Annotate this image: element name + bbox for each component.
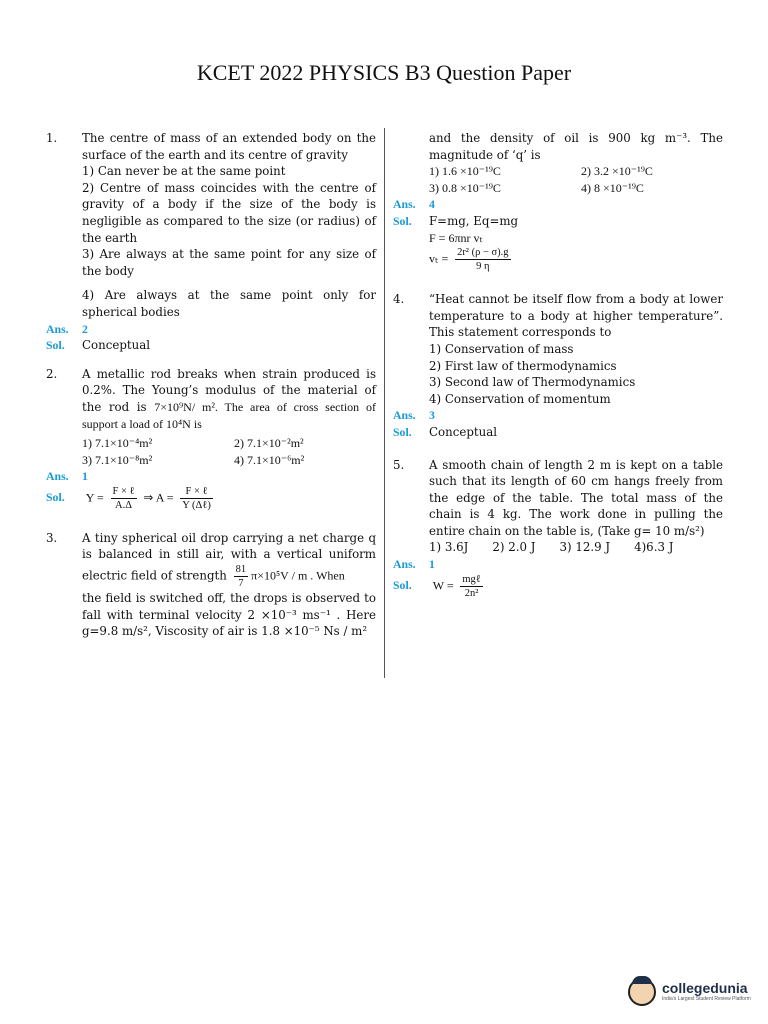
answer-label: Ans.	[393, 197, 416, 212]
option-3: 3) 7.1×10⁻⁸m²	[82, 452, 153, 467]
answer-row	[393, 196, 723, 213]
solution-text: Conceptual	[429, 424, 498, 439]
option-2: 2) 2.0 J	[492, 540, 536, 555]
answer-label: Ans.	[46, 321, 69, 336]
option-1: 1) 1.6 ×10⁻¹⁹C	[429, 164, 501, 179]
answer-row	[393, 407, 723, 424]
solution-arrow: ⇒ A =	[143, 490, 174, 505]
vt-equals: vₜ =	[429, 251, 449, 266]
question-text: The centre of mass of an extended body on the surface of the earth and its centre of gravity	[82, 131, 376, 162]
option-4: 4) 8 ×10⁻¹⁹C	[581, 180, 644, 195]
field-fraction: $\frac{81}{7}$	[235, 564, 247, 590]
question-text-a: A metallic rod breaks when strain produced is 0.2%. The Young’s modulus of the material of the rod is	[82, 366, 376, 414]
logo-tagline: India's Largest Student Review Platform	[662, 996, 751, 1002]
question-3-continued	[393, 130, 723, 196]
option-4: 4) Conservation of momentum	[429, 391, 611, 406]
answer-value: 1	[429, 557, 435, 572]
question-number: 1.	[46, 131, 58, 145]
answer-row	[46, 468, 376, 485]
answer-value: 1	[82, 469, 88, 484]
work-fraction: $\frac{\text{mgℓ}}{\text{2n²}}$	[462, 573, 481, 599]
solution-line-1: F=mg, Eq=mg	[429, 213, 519, 228]
page-title: KCET 2022 PHYSICS B3 Question Paper	[196, 60, 572, 85]
mascot-icon	[628, 978, 656, 1006]
question-text-b: 7×10⁹N/ m². The area of cross section of support a load of	[82, 399, 376, 431]
question-5	[393, 457, 723, 557]
solution-row	[393, 573, 723, 600]
option-4: 4) 7.1×10⁻⁶m²	[234, 452, 305, 467]
left-column	[46, 130, 376, 640]
question-number: 3.	[46, 530, 58, 545]
question-text-a: A tiny spherical oil drop carrying a net charge q is balanced in still air, with a vertical uniform electric field of strength	[82, 530, 376, 583]
option-2: 2) First law of thermodynamics	[429, 358, 617, 373]
field-tail: π×10⁵V / m . When	[251, 568, 345, 583]
question-2	[46, 366, 376, 469]
option-2: 2) 7.1×10⁻²m²	[234, 436, 304, 451]
solution-y-equals: Y =	[85, 490, 104, 505]
question-4	[393, 291, 723, 407]
w-equals: W =	[432, 578, 454, 593]
collegedunia-logo	[628, 978, 751, 1006]
option-2: 2) 3.2 ×10⁻¹⁹C	[581, 164, 653, 179]
question-3	[46, 530, 376, 640]
vt-fraction: $\frac{\text{2r² (ρ − σ).g}}{9 \eta}$	[457, 247, 509, 273]
solution-fraction-1: $\frac{\text{F × ℓ}}{A.\Delta}$	[112, 485, 135, 511]
solution-label: Sol.	[393, 578, 412, 593]
option-4: 4) Are always at the same point only for spherical bodies	[82, 288, 376, 319]
answer-row	[46, 321, 376, 338]
option-3: 3) Second law of Thermodynamics	[429, 375, 636, 390]
solution-label: Sol.	[393, 424, 412, 439]
option-4: 4)6.3 J	[634, 540, 674, 555]
solution-label: Sol.	[393, 213, 412, 228]
question-text: “Heat cannot be itself flow from a body at lower temperature to a body at higher temperature”. This statement corresponds to	[429, 292, 723, 340]
question-text-b: the field is switched off, the drops is observed to fall with terminal velocity 2 ×10⁻³ ms⁻¹ . Here g=9.8 m/s², Viscosity of air is 1.8 ×10⁻⁵ Ns / m²	[82, 591, 376, 639]
right-column	[393, 130, 723, 600]
option-1: 1) Can never be at the same point	[82, 164, 286, 179]
question-number: 5.	[393, 457, 405, 472]
answer-label: Ans.	[393, 557, 416, 572]
answer-value: 3	[429, 408, 435, 423]
question-text: A smooth chain of length 2 m is kept on a table such that its length of 60 cm hangs freely from the edge of the table. The total mass of the chain is 4 kg. The work done in pulling the entire chain on the table is, (Take g= 10 m/s²)	[429, 457, 723, 538]
column-divider	[384, 128, 385, 678]
solution-fraction-2: $\frac{\text{F × ℓ}}{\text{Y (Δℓ)}}$	[182, 485, 211, 511]
logo-name: collegedunia	[662, 980, 748, 996]
solution-row	[393, 424, 723, 441]
solution-label: Sol.	[46, 338, 65, 353]
answer-value: 2	[82, 321, 88, 336]
option-3: 3) Are always at the same point for any size of the body	[82, 247, 376, 278]
option-1: 1) 3.6J	[429, 540, 469, 555]
answer-label: Ans.	[46, 469, 69, 484]
solution-terminal-velocity	[393, 246, 723, 273]
option-1: 1) 7.1×10⁻⁴m²	[82, 436, 153, 451]
answer-value: 4	[429, 197, 435, 212]
question-text-c: 10⁴N is	[165, 416, 202, 431]
option-3: 3) 12.9 J	[559, 540, 611, 555]
question-1	[46, 130, 376, 321]
option-1: 1) Conservation of mass	[429, 341, 574, 356]
solution-text: Conceptual	[82, 338, 151, 353]
solution-row	[393, 213, 723, 230]
question-number: 4.	[393, 292, 405, 307]
solution-line-2: F = 6πnr vₜ	[429, 230, 484, 245]
solution-label: Sol.	[46, 490, 65, 505]
solution-row	[46, 337, 376, 354]
option-2: 2) Centre of mass coincides with the centre of gravity of a body if the size of the body is negligible as compared to the size (or radius) of the earth	[82, 180, 376, 245]
option-3: 3) 0.8 ×10⁻¹⁹C	[429, 180, 501, 195]
question-text: and the density of oil is 900 kg m⁻³. The magnitude of ‘q’ is	[429, 131, 723, 162]
answer-label: Ans.	[393, 408, 416, 423]
question-number: 2.	[46, 366, 58, 381]
solution-row	[46, 485, 376, 512]
answer-row	[393, 556, 723, 573]
